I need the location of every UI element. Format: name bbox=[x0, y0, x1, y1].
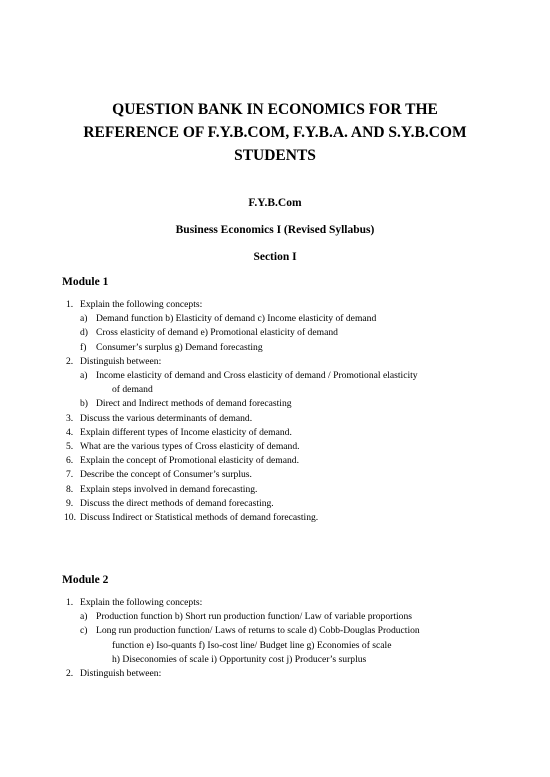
class-name: F.Y.B.Com bbox=[248, 197, 302, 209]
sub-question-label: f) bbox=[80, 341, 87, 353]
question-text: Explain the following concepts: bbox=[80, 299, 203, 310]
sub-question-continuation: of demand bbox=[112, 384, 153, 396]
title-line-1: QUESTION BANK IN ECONOMICS FOR THE bbox=[112, 101, 438, 118]
question-text: Explain different types of Income elasticity of demand. bbox=[80, 426, 292, 438]
sub-question-text: Consumer’s surplus g) Demand forecasting bbox=[96, 341, 263, 353]
subject-title: Business Economics I (Revised Syllabus) bbox=[175, 224, 375, 236]
sub-question-text: Production function b) Short run production function/ Law of variable proportions bbox=[96, 611, 412, 623]
question-number: 1. bbox=[66, 597, 74, 608]
question-number: 8. bbox=[66, 483, 74, 495]
question-number: 2. bbox=[66, 355, 74, 367]
module-1-heading: Module 1 bbox=[62, 276, 109, 288]
question-number: 6. bbox=[66, 455, 74, 467]
question-item bbox=[66, 511, 516, 525]
sub-question-continuation: function e) Iso-quants f) Iso-cost line/ Budget line g) Economies of scale bbox=[112, 639, 392, 651]
question-text: Explain the concept of Promotional elasticity of demand. bbox=[80, 455, 299, 467]
question-text: Discuss Indirect or Statistical methods of demand forecasting. bbox=[80, 512, 319, 524]
sub-question-label: a) bbox=[80, 611, 88, 623]
question-number: 5. bbox=[66, 441, 74, 453]
title-line-2: REFERENCE OF F.Y.B.COM, F.Y.B.A. AND S.Y.B.COM bbox=[83, 124, 467, 141]
question-text: Explain steps involved in demand forecasting. bbox=[80, 483, 258, 495]
question-item bbox=[66, 412, 516, 426]
sub-question-text: Direct and Indirect methods of demand forecasting bbox=[96, 398, 292, 410]
question-item bbox=[66, 497, 516, 511]
section-title: Section I bbox=[253, 251, 297, 263]
question-text: Explain the following concepts: bbox=[80, 597, 203, 608]
question-item bbox=[66, 596, 516, 667]
question-text: Distinguish between: bbox=[80, 668, 162, 680]
question-number: 10. bbox=[64, 512, 76, 524]
question-text: Discuss the various determinants of demand. bbox=[80, 412, 253, 424]
question-item bbox=[66, 426, 516, 440]
sub-question-label: d) bbox=[80, 327, 88, 339]
question-number: 9. bbox=[66, 497, 74, 509]
question-item bbox=[66, 468, 516, 482]
question-number: 2. bbox=[66, 668, 74, 680]
question-number: 3. bbox=[66, 412, 74, 424]
sub-question-text: Demand function b) Elasticity of demand c) Income elasticity of demand bbox=[96, 313, 377, 325]
module-2-question-list bbox=[66, 596, 516, 681]
question-text: Distinguish between: bbox=[80, 355, 162, 367]
title-line-3: STUDENTS bbox=[234, 147, 316, 164]
question-item bbox=[66, 483, 516, 497]
question-text: Discuss the direct methods of demand forecasting. bbox=[80, 497, 274, 509]
sub-question bbox=[80, 624, 516, 667]
sub-question bbox=[80, 326, 516, 340]
sub-question bbox=[80, 397, 516, 411]
sub-question bbox=[80, 341, 516, 355]
sub-question-text: Long run production function/ Laws of returns to scale d) Cobb-Douglas Production bbox=[96, 625, 420, 637]
sub-question-text: Income elasticity of demand and Cross elasticity of demand / Promotional elasticity bbox=[96, 370, 418, 382]
question-number: 1. bbox=[66, 299, 74, 310]
question-item bbox=[66, 355, 516, 412]
question-item bbox=[66, 454, 516, 468]
module-2-heading: Module 2 bbox=[62, 574, 109, 586]
sub-question-label: a) bbox=[80, 370, 88, 382]
question-item bbox=[66, 667, 516, 681]
sub-question bbox=[80, 369, 516, 397]
question-number: 7. bbox=[66, 469, 74, 481]
sub-question bbox=[80, 610, 516, 624]
question-text: What are the various types of Cross elasticity of demand. bbox=[80, 441, 300, 453]
document-title bbox=[40, 98, 510, 167]
sub-question-text: Cross elasticity of demand e) Promotional elasticity of demand bbox=[96, 327, 338, 339]
question-text: Describe the concept of Consumer’s surplus. bbox=[80, 469, 252, 481]
sub-question-continuation: h) Diseconomies of scale i) Opportunity cost j) Producer’s surplus bbox=[112, 653, 367, 665]
question-item bbox=[66, 298, 516, 355]
sub-question-label: c) bbox=[80, 625, 88, 637]
module-1-question-list bbox=[66, 298, 516, 525]
sub-question bbox=[80, 312, 516, 326]
sub-question-label: a) bbox=[80, 313, 88, 325]
question-number: 4. bbox=[66, 426, 74, 438]
sub-question-label: b) bbox=[80, 398, 88, 410]
question-item bbox=[66, 440, 516, 454]
